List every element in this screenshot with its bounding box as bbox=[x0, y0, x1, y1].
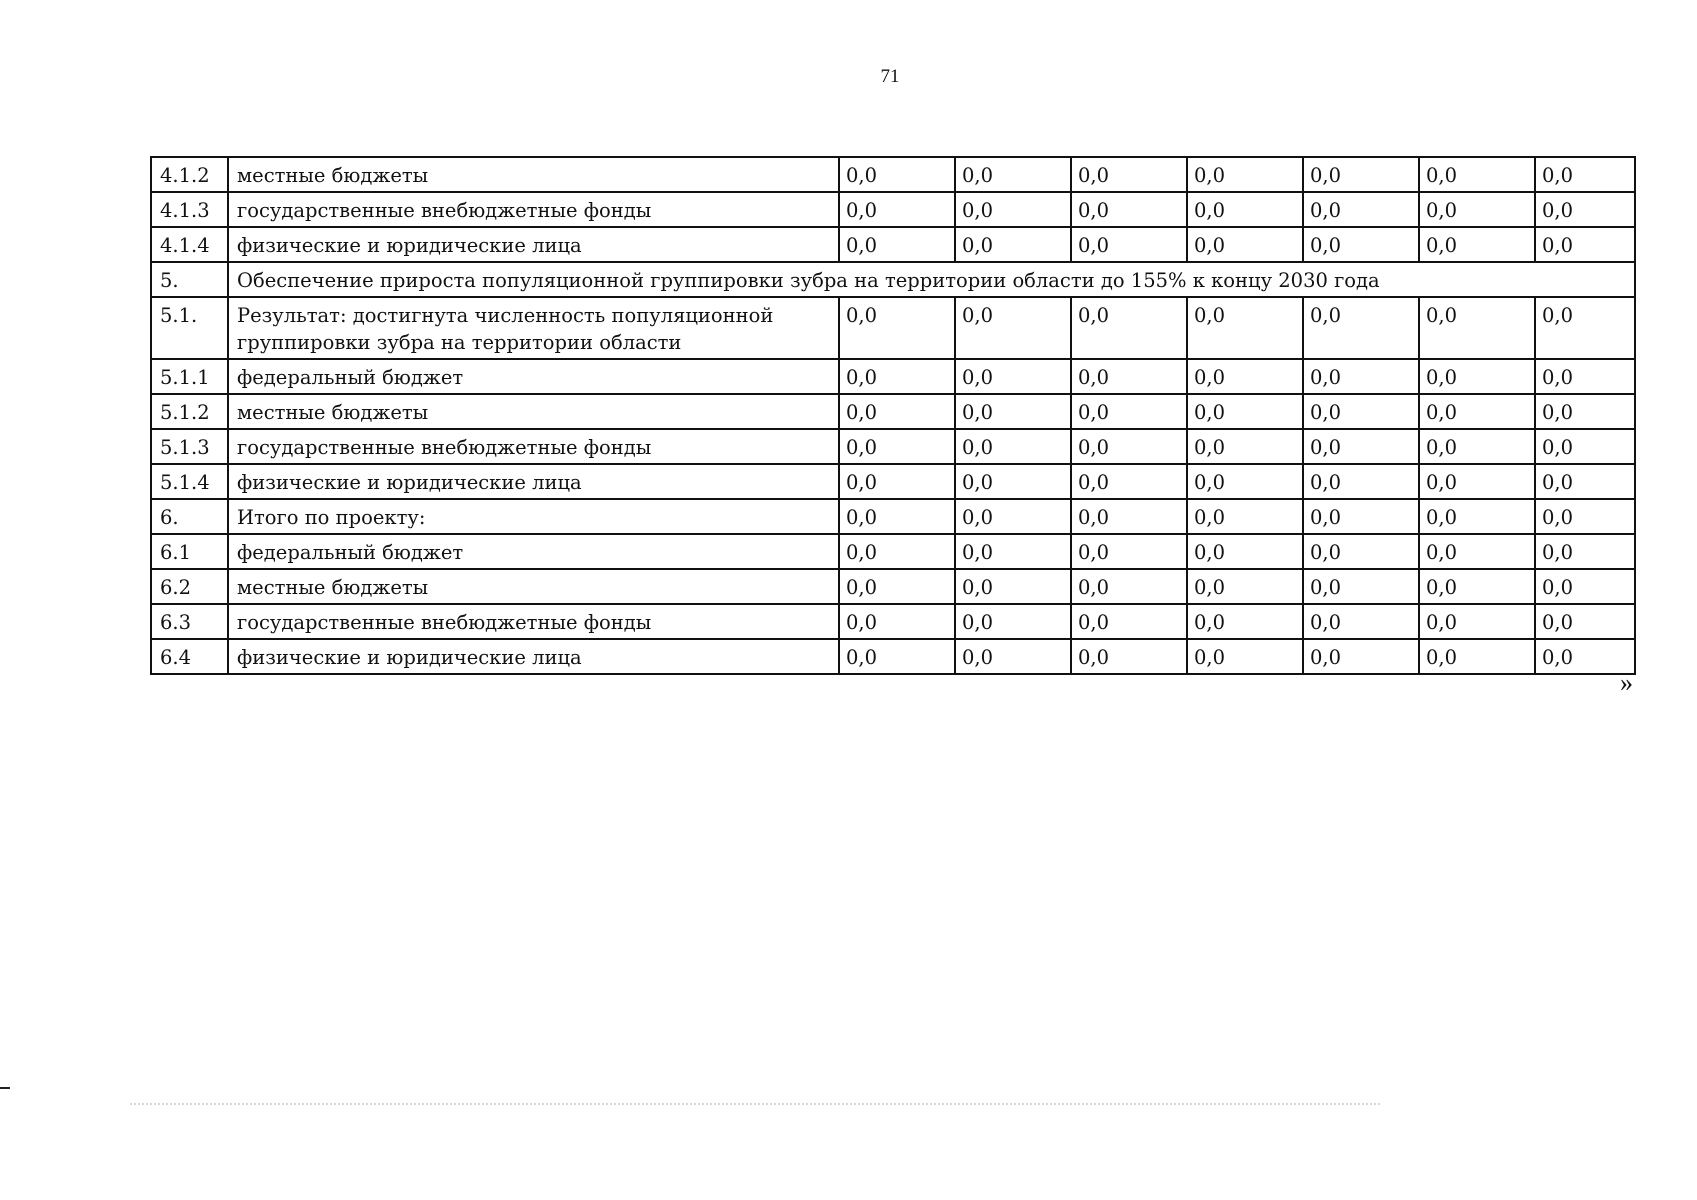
value-cell: 0,0 bbox=[955, 157, 1071, 192]
table-row bbox=[151, 297, 1635, 359]
value-cell: 0,0 bbox=[1187, 157, 1303, 192]
value-cell: 0,0 bbox=[955, 192, 1071, 227]
value-cell: 0,0 bbox=[1303, 227, 1419, 262]
value-cell: 0,0 bbox=[839, 359, 955, 394]
row-name-cell: физические и юридические лица bbox=[228, 639, 839, 674]
value-cell: 0,0 bbox=[1303, 604, 1419, 639]
row-number-cell: 6.2 bbox=[151, 569, 228, 604]
table-row bbox=[151, 499, 1635, 534]
table-row bbox=[151, 464, 1635, 499]
value-cell: 0,0 bbox=[1071, 534, 1187, 569]
row-name-cell: Результат: достигнута численность популяционной группировки зубра на территории области bbox=[228, 297, 839, 359]
row-name-cell: федеральный бюджет bbox=[228, 534, 839, 569]
value-cell: 0,0 bbox=[955, 359, 1071, 394]
value-cell: 0,0 bbox=[1187, 297, 1303, 359]
value-cell: 0,0 bbox=[955, 464, 1071, 499]
value-cell: 0,0 bbox=[1535, 429, 1635, 464]
value-cell: 0,0 bbox=[1303, 534, 1419, 569]
row-number-cell: 5. bbox=[151, 262, 228, 297]
value-cell: 0,0 bbox=[955, 639, 1071, 674]
row-number-cell: 5.1.1 bbox=[151, 359, 228, 394]
value-cell: 0,0 bbox=[1535, 157, 1635, 192]
row-number-cell: 4.1.3 bbox=[151, 192, 228, 227]
row-name-cell: государственные внебюджетные фонды bbox=[228, 429, 839, 464]
value-cell: 0,0 bbox=[1303, 192, 1419, 227]
row-number-cell: 6.3 bbox=[151, 604, 228, 639]
value-cell: 0,0 bbox=[839, 499, 955, 534]
table-row bbox=[151, 569, 1635, 604]
value-cell: 0,0 bbox=[1303, 569, 1419, 604]
table-row bbox=[151, 534, 1635, 569]
row-name-cell: физические и юридические лица bbox=[228, 227, 839, 262]
value-cell: 0,0 bbox=[839, 394, 955, 429]
row-number-cell: 6. bbox=[151, 499, 228, 534]
value-cell: 0,0 bbox=[1071, 157, 1187, 192]
value-cell: 0,0 bbox=[1419, 157, 1535, 192]
value-cell: 0,0 bbox=[1187, 639, 1303, 674]
row-name-cell: местные бюджеты bbox=[228, 569, 839, 604]
value-cell: 0,0 bbox=[1535, 569, 1635, 604]
value-cell: 0,0 bbox=[1187, 534, 1303, 569]
value-cell: 0,0 bbox=[839, 639, 955, 674]
value-cell: 0,0 bbox=[1535, 359, 1635, 394]
row-number-cell: 5.1. bbox=[151, 297, 228, 359]
value-cell: 0,0 bbox=[1419, 192, 1535, 227]
value-cell: 0,0 bbox=[1419, 639, 1535, 674]
value-cell: 0,0 bbox=[1419, 569, 1535, 604]
value-cell: 0,0 bbox=[1187, 429, 1303, 464]
value-cell: 0,0 bbox=[1303, 464, 1419, 499]
value-cell: 0,0 bbox=[955, 534, 1071, 569]
value-cell: 0,0 bbox=[1071, 227, 1187, 262]
value-cell: 0,0 bbox=[1303, 359, 1419, 394]
value-cell: 0,0 bbox=[1187, 227, 1303, 262]
value-cell: 0,0 bbox=[1187, 394, 1303, 429]
value-cell: 0,0 bbox=[1419, 227, 1535, 262]
value-cell: 0,0 bbox=[955, 569, 1071, 604]
table-row bbox=[151, 394, 1635, 429]
table-row bbox=[151, 429, 1635, 464]
table-row bbox=[151, 157, 1635, 192]
value-cell: 0,0 bbox=[1419, 394, 1535, 429]
table-row bbox=[151, 359, 1635, 394]
table-body bbox=[151, 157, 1635, 674]
value-cell: 0,0 bbox=[1071, 192, 1187, 227]
row-number-cell: 5.1.4 bbox=[151, 464, 228, 499]
value-cell: 0,0 bbox=[1303, 639, 1419, 674]
value-cell: 0,0 bbox=[1535, 464, 1635, 499]
value-cell: 0,0 bbox=[1535, 192, 1635, 227]
budget-table bbox=[150, 156, 1636, 675]
row-number-cell: 6.1 bbox=[151, 534, 228, 569]
value-cell: 0,0 bbox=[1071, 297, 1187, 359]
row-number-cell: 4.1.2 bbox=[151, 157, 228, 192]
value-cell: 0,0 bbox=[1535, 394, 1635, 429]
value-cell: 0,0 bbox=[1071, 569, 1187, 604]
value-cell: 0,0 bbox=[839, 604, 955, 639]
value-cell: 0,0 bbox=[1303, 429, 1419, 464]
table-row bbox=[151, 227, 1635, 262]
value-cell: 0,0 bbox=[1419, 499, 1535, 534]
row-name-cell: местные бюджеты bbox=[228, 157, 839, 192]
table-row bbox=[151, 262, 1635, 297]
row-name-cell: федеральный бюджет bbox=[228, 359, 839, 394]
row-name-cell: государственные внебюджетные фонды bbox=[228, 604, 839, 639]
value-cell: 0,0 bbox=[1187, 569, 1303, 604]
row-name-cell: Итого по проекту: bbox=[228, 499, 839, 534]
row-number-cell: 5.1.3 bbox=[151, 429, 228, 464]
row-name-cell: физические и юридические лица bbox=[228, 464, 839, 499]
value-cell: 0,0 bbox=[1419, 534, 1535, 569]
table-row bbox=[151, 639, 1635, 674]
value-cell: 0,0 bbox=[1071, 639, 1187, 674]
value-cell: 0,0 bbox=[955, 499, 1071, 534]
value-cell: 0,0 bbox=[1535, 499, 1635, 534]
page-number: 71 bbox=[880, 66, 900, 87]
value-cell: 0,0 bbox=[839, 534, 955, 569]
value-cell: 0,0 bbox=[839, 569, 955, 604]
value-cell: 0,0 bbox=[1535, 297, 1635, 359]
value-cell: 0,0 bbox=[839, 464, 955, 499]
value-cell: 0,0 bbox=[1187, 464, 1303, 499]
table-row bbox=[151, 604, 1635, 639]
value-cell: 0,0 bbox=[955, 297, 1071, 359]
value-cell: 0,0 bbox=[1535, 227, 1635, 262]
value-cell: 0,0 bbox=[1071, 499, 1187, 534]
value-cell: 0,0 bbox=[955, 227, 1071, 262]
value-cell: 0,0 bbox=[839, 297, 955, 359]
value-cell: 0,0 bbox=[1535, 604, 1635, 639]
value-cell: 0,0 bbox=[1071, 604, 1187, 639]
value-cell: 0,0 bbox=[1419, 429, 1535, 464]
row-number-cell: 4.1.4 bbox=[151, 227, 228, 262]
row-name-cell: местные бюджеты bbox=[228, 394, 839, 429]
value-cell: 0,0 bbox=[839, 429, 955, 464]
value-cell: 0,0 bbox=[1535, 639, 1635, 674]
value-cell: 0,0 bbox=[1071, 464, 1187, 499]
value-cell: 0,0 bbox=[1303, 394, 1419, 429]
value-cell: 0,0 bbox=[1071, 429, 1187, 464]
value-cell: 0,0 bbox=[955, 604, 1071, 639]
footer-dots bbox=[130, 1103, 1380, 1109]
value-cell: 0,0 bbox=[1187, 192, 1303, 227]
value-cell: 0,0 bbox=[1187, 499, 1303, 534]
value-cell: 0,0 bbox=[1535, 534, 1635, 569]
value-cell: 0,0 bbox=[839, 192, 955, 227]
value-cell: 0,0 bbox=[1303, 499, 1419, 534]
value-cell: 0,0 bbox=[1419, 297, 1535, 359]
closing-quote: » bbox=[1620, 668, 1633, 697]
footer-dash bbox=[0, 1087, 10, 1089]
value-cell: 0,0 bbox=[955, 429, 1071, 464]
value-cell: 0,0 bbox=[1419, 464, 1535, 499]
value-cell: 0,0 bbox=[1071, 394, 1187, 429]
value-cell: 0,0 bbox=[955, 394, 1071, 429]
value-cell: 0,0 bbox=[1303, 297, 1419, 359]
value-cell: 0,0 bbox=[839, 157, 955, 192]
value-cell: 0,0 bbox=[1071, 359, 1187, 394]
value-cell: 0,0 bbox=[1419, 604, 1535, 639]
row-name-cell: государственные внебюджетные фонды bbox=[228, 192, 839, 227]
value-cell: 0,0 bbox=[1187, 604, 1303, 639]
row-number-cell: 6.4 bbox=[151, 639, 228, 674]
value-cell: 0,0 bbox=[1187, 359, 1303, 394]
value-cell: 0,0 bbox=[1303, 157, 1419, 192]
value-cell: 0,0 bbox=[1419, 359, 1535, 394]
row-number-cell: 5.1.2 bbox=[151, 394, 228, 429]
table-row bbox=[151, 192, 1635, 227]
value-cell: 0,0 bbox=[839, 227, 955, 262]
section-title-cell: Обеспечение прироста популяционной группировки зубра на территории области до 155% к концу 2030 года bbox=[228, 262, 1635, 297]
